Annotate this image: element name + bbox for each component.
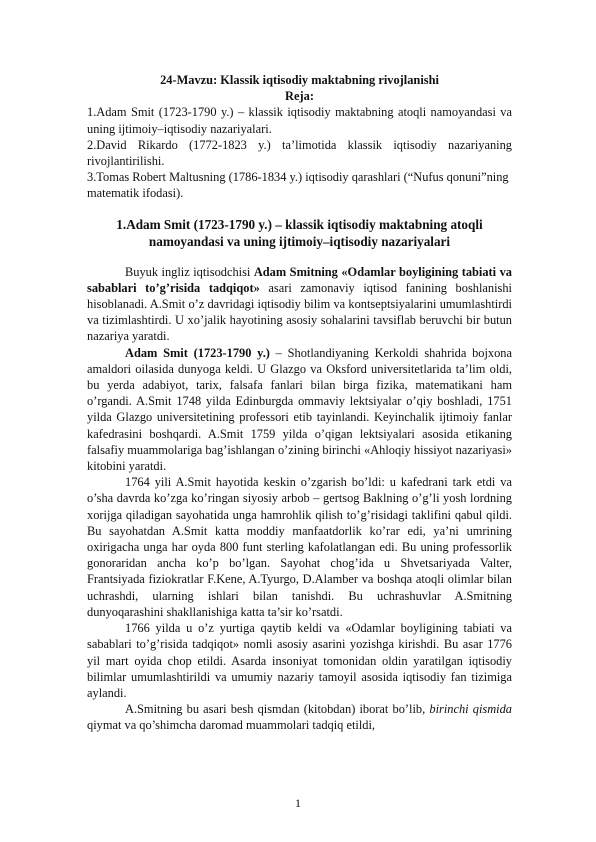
plan-list	[87, 104, 512, 201]
body-paragraph-1	[87, 264, 512, 345]
paragraph-5-text-a: A.Smitning bu asari besh qismdan (kitobdan) iborat bo’lib,	[125, 702, 430, 717]
plan-item-2: 2.David Rikardo (1772-1823 y.) ta’limotida klassik iqtisodiy nazariyaning rivojlantirilishi.	[87, 137, 512, 169]
plan-item-1: 1.Adam Smit (1723-1790 y.) – klassik iqtisodiy maktabning atoqli namoyandasi va uning ijtimoiy–iqtisodiy nazariyalari.	[87, 105, 512, 136]
body-paragraph-5	[87, 701, 512, 733]
paragraph-1-text-a: Buyuk ingliz iqtisodchisi	[125, 264, 254, 279]
paragraph-1-text-c: asari zamonaviy iqtisod fanining boshlanishi hisoblanadi. A.Smit o’z davridagi iqtisodiy bilim va kontseptsiyalarini umumlashtirdi va tizimlashtirdi. U xo’jalik hayotining asosiy sohalarini tavsiflab beruvchi bir butun nazariya yaratdi.	[87, 280, 512, 344]
plan-item-3: 3.Tomas Robert Maltusning (1786-1834 y.) iqtisodiy qarashlari (“Nufus qonuni”ning matematik ifodasi).	[87, 170, 509, 201]
paragraph-1-bold-title: Adam Smitning «Odamlar boyligining tabiati va sabablari to’g’risida tadqiqot»	[87, 264, 512, 295]
plan-label: Reja:	[285, 89, 314, 104]
section-heading: 1.Adam Smit (1723-1790 y.) – klassik iqtisodiy maktabning atoqli namoyandasi va uning ijtimoiy–iqtisodiy nazariyalari	[116, 216, 483, 249]
page-number: 1	[295, 796, 301, 810]
paragraph-5-italic: birinchi qismida	[429, 702, 512, 717]
body-paragraph-3: 1764 yili A.Smit hayotida keskin o’zgarish bo’ldi: u kafedrani tark etdi va o’sha davrda ko’zga ko’ringan siyosiy arbob – gertsog Baklning o’g’li yosh lordning xorijga qiladigan sayohatida unga hamrohlik qilish to’g’risidagi taklifini qabul qildi. Bu sayohatdan A.Smit katta moddiy manfaatdorlik ko’rar edi, ya’ni umrining oxirigacha unga har oyda 800 funt sterling kafolatlangan edi. Bu uning professorlik gonoraridan ancha ko’p bo’lgan. Sayohat chog’ida u Shvetsariyada Valter, Frantsiyada fiziokratlar F.Kene, A.Tyurgo, D.Alamber va boshqa atoqli olimlar bilan uchrashdi, ularning ishlari bilan tanishdi. Bu uchrashuvlar A.Smitning dunyoqarashini shakllanishiga katta ta’sir ko’rsatdi.	[87, 475, 512, 619]
document-title: 24-Mavzu: Klassik iqtisodiy maktabning rivojlanishi	[160, 73, 439, 87]
paragraph-2-bold-name: Adam Smit (1723-1790 y.)	[125, 345, 270, 360]
body-paragraph-2	[87, 345, 512, 475]
paragraph-2-text: – Shotlandiyaning Kerkoldi shahrida bojxona amaldori oilasida dunyoga keldi. U Glazgo va Oksford universitetlarida ta’lim oldi, bu yerda adabiyot, tarix, falsafa fanlari bilan birga fizika, matematikani ham o’rgandi. A.Smit 1748 yilda Edinburgda ommaviy lektsiyalar o’qiy boshladi, 1751 yilda Glazgo universitetining professori etib tayinlandi. Keyinchalik ijtimoiy fanlar kafedrasini boshqardi. A.Smit 1759 yilda o’qigan lektsiyalari asosida etikaning falsafiy muammolariga bag’ishlangan o’zining birinchi «Ahloqiy hissiyot nazariyasi» kitobini yaratdi.	[87, 345, 512, 474]
body-paragraph-4: 1766 yilda u o’z yurtiga qaytib keldi va «Odamlar boyligining tabiati va sabablari to’g’risida tadqiqot» nomli asosiy asarini yozishga kirishdi. Bu asar 1776 yil mart oyida chop etildi. Asarda insoniyat tomonidan oldin yaratilgan iqtisodiy bilimlar umumlashtirildi va umumiy nazariy tamoyil asosida iqtisodiy fan tizimiga aylandi.	[87, 621, 512, 700]
paragraph-5-text-c: qiymat va qo’shimcha daromad muammolari tadqiq etildi,	[87, 718, 376, 733]
